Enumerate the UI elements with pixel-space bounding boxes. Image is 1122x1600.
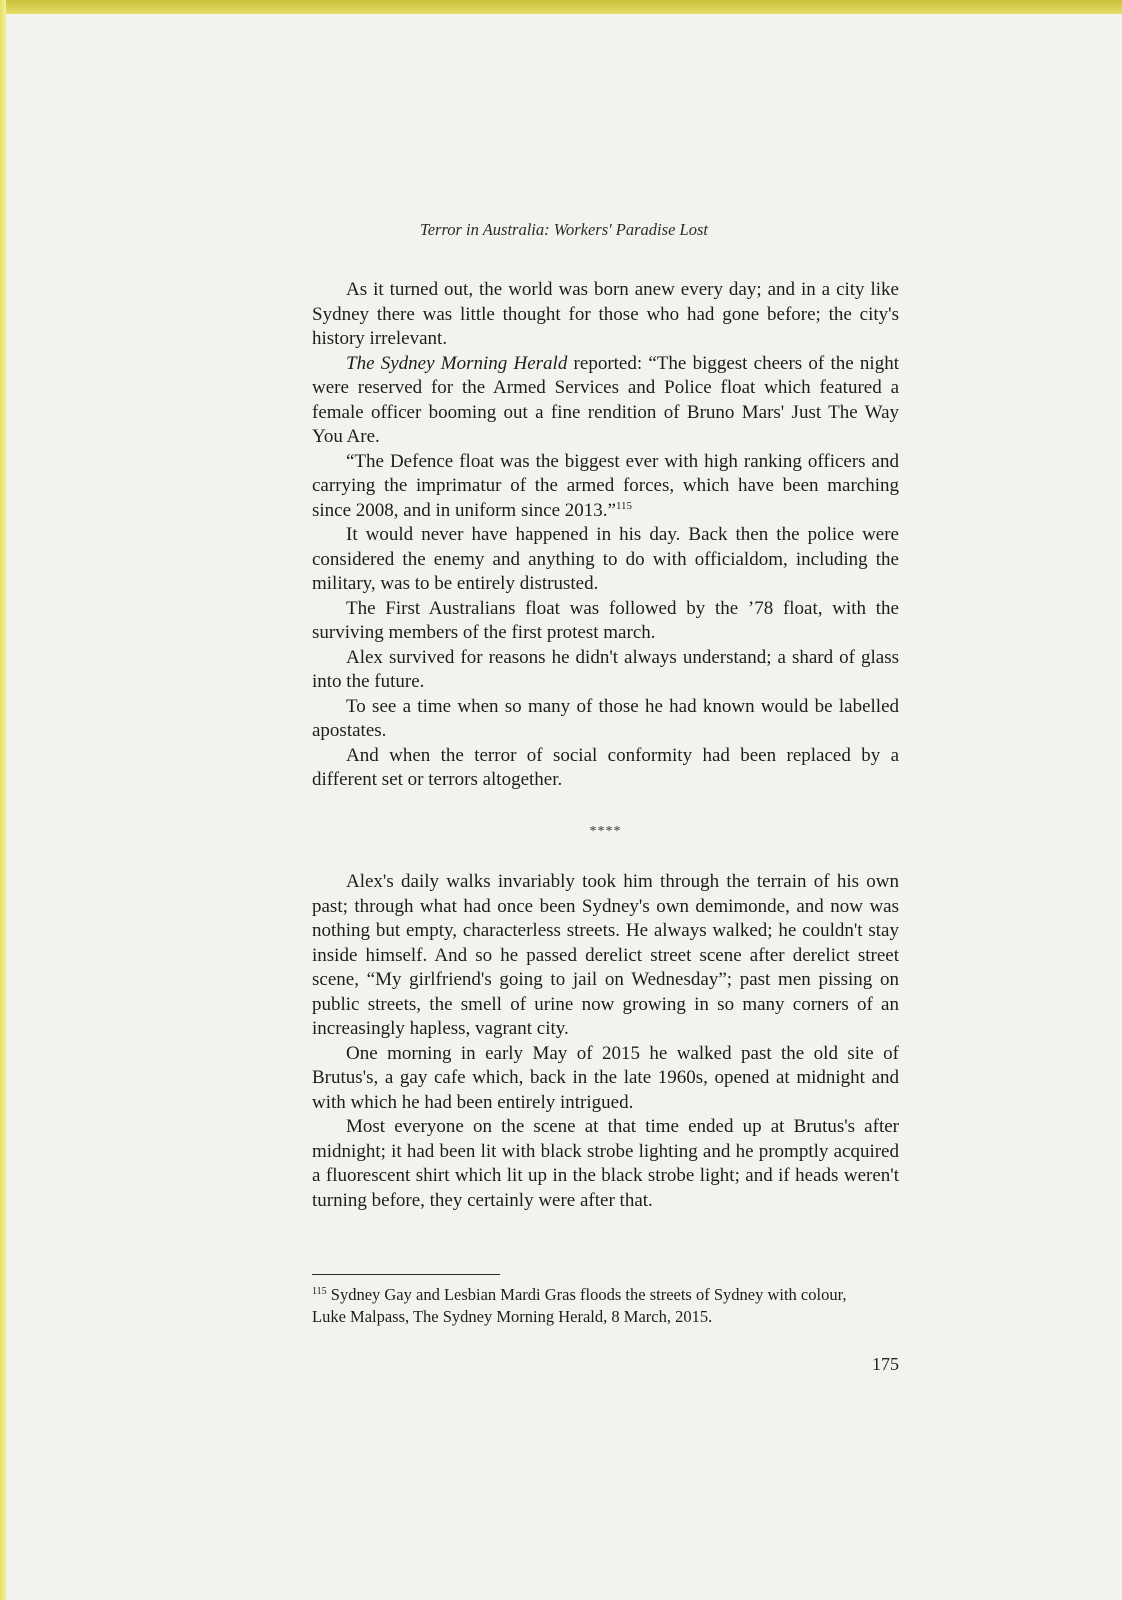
paragraph: Alex's daily walks invariably took him through the terrain of his own past; through what had once been Sydney's own demimonde, and now was nothing but empty, characterless streets. He always walked; he couldn't stay inside himself. And so he passed derelict street scene after derelict street scene, “My girlfriend's going to jail on Wednesday”; past men pissing on public streets, the smell of urine now growing in so many corners of an increasingly hapless, vagrant city. (312, 871, 899, 1039)
paragraph: Most everyone on the scene at that time ended up at Brutus's after midnight; it had been lit with black strobe lighting and he promptly acquired a fluorescent shirt which lit up in the black strobe light; and if heads weren't turning before, they certainly were after that. (312, 1116, 899, 1211)
footnote-text: Sydney Gay and Lesbian Mardi Gras floods the streets of Sydney with colour, Luke Malpass, The Sydney Morning Herald, 8 March, 2015. (312, 1285, 847, 1326)
page-number: 175 (872, 1354, 899, 1374)
book-page (6, 14, 1122, 1600)
paragraph: One morning in early May of 2015 he walked past the old site of Brutus's, a gay cafe which, back in the late 1960s, opened at midnight and with which he had been entirely intrigued. (312, 1042, 899, 1113)
footnote-reference: 115 (615, 499, 633, 512)
scan-edge-top (0, 0, 1122, 14)
running-head: Terror in Australia: Workers' Paradise Lost (420, 220, 708, 239)
paragraph: The First Australians float was followed by the ’78 float, with the surviving members of the first protest march. (312, 597, 899, 643)
paragraph: The Sydney Morning Herald reported: “The biggest cheers of the night were reserved for the Armed Services and Police float which featured a female officer booming out a fine rendition of Bruno Mars' Just The Way You Are. (312, 352, 899, 447)
footnote-number: 115 (312, 1286, 327, 1297)
paragraph: Alex survived for reasons he didn't always understand; a shard of glass into the future. (312, 646, 899, 692)
footnote-divider (312, 1274, 500, 1275)
paragraph: To see a time when so many of those he had known would be labelled apostates. (312, 695, 899, 741)
paragraph: “The Defence float was the biggest ever with high ranking officers and carrying the imprimatur of the armed forces, which have been marching since 2008, and in uniform since 2013.”$^{115}$ (312, 450, 899, 521)
body-text-lower (312, 870, 899, 1213)
paragraph: And when the terror of social conformity had been replaced by a different set or terrors altogether. (312, 744, 899, 790)
paragraph: It would never have happened in his day. Back then the police were considered the enemy and anything to do with officialdom, including the military, was to be entirely distrusted. (312, 524, 899, 594)
paragraph: As it turned out, the world was born anew every day; and in a city like Sydney there was little thought for those who had gone before; the city's history irrelevant. (312, 279, 899, 349)
footnote (312, 1284, 872, 1328)
section-break: **** (589, 824, 622, 839)
newspaper-title: The Sydney Morning Herald (346, 352, 568, 374)
body-text-upper (312, 278, 899, 793)
